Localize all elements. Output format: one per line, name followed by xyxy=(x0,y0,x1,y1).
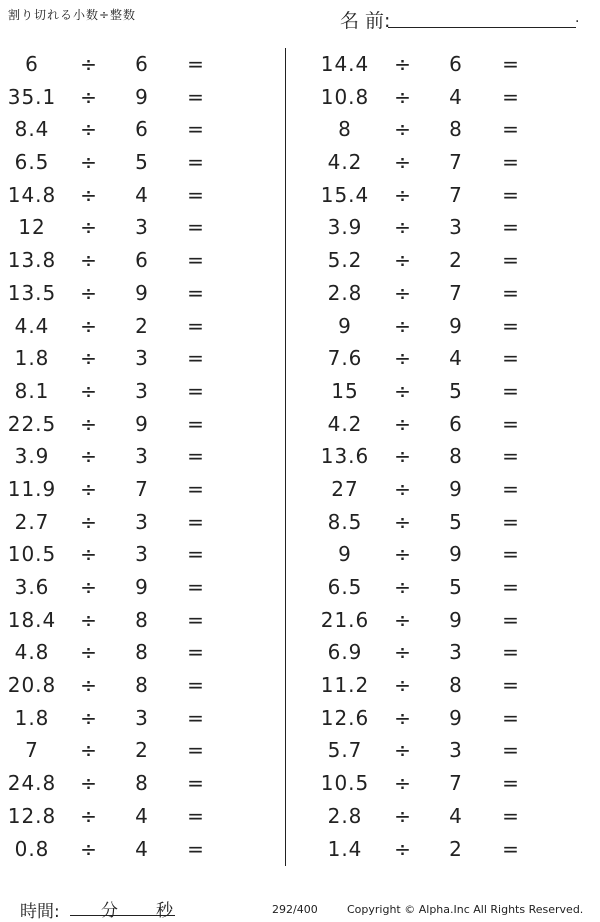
divisor: 3 xyxy=(449,738,463,763)
divisor: 9 xyxy=(449,313,463,338)
divide-sign: ÷ xyxy=(80,346,98,371)
dividend: 4.2 xyxy=(327,411,363,436)
dividend: 10.8 xyxy=(320,84,370,109)
equals-sign: = xyxy=(502,771,520,796)
equals-sign: = xyxy=(502,84,520,109)
problem-row xyxy=(300,146,560,179)
problem-row xyxy=(300,800,560,833)
problem-row xyxy=(300,506,560,539)
equals-sign: = xyxy=(187,509,205,534)
problem-row xyxy=(0,375,260,408)
equals-sign: = xyxy=(187,575,205,599)
equals-sign: = xyxy=(187,771,205,796)
divisor: 3 xyxy=(135,705,149,730)
divide-sign: ÷ xyxy=(80,280,98,305)
divisor: 6 xyxy=(449,52,463,76)
problem-row xyxy=(0,440,260,473)
problem-row xyxy=(300,636,560,669)
page-number: 292/400 xyxy=(272,903,318,916)
problem-row xyxy=(300,833,560,866)
equals-sign: = xyxy=(187,215,205,240)
divide-sign: ÷ xyxy=(394,476,412,501)
problem-row xyxy=(300,440,560,473)
dividend: 10.5 xyxy=(320,771,370,796)
divide-sign: ÷ xyxy=(394,640,412,665)
divide-sign: ÷ xyxy=(394,117,412,142)
equals-sign: = xyxy=(502,150,520,175)
divide-sign: ÷ xyxy=(80,215,98,240)
problem-row xyxy=(0,179,260,212)
divide-sign: ÷ xyxy=(394,607,412,632)
equals-sign: = xyxy=(187,542,205,567)
divide-sign: ÷ xyxy=(80,313,98,338)
problem-row xyxy=(300,81,560,114)
divisor: 8 xyxy=(135,771,149,796)
dividend: 8.5 xyxy=(327,509,363,534)
divide-sign: ÷ xyxy=(80,150,98,175)
minutes-label: 分 xyxy=(101,901,118,921)
equals-sign: = xyxy=(187,313,205,338)
divisor: 5 xyxy=(449,378,463,403)
divisor: 9 xyxy=(135,280,149,305)
column-divider xyxy=(285,48,286,866)
divisor: 9 xyxy=(449,607,463,632)
equals-sign: = xyxy=(502,836,520,861)
divisor: 4 xyxy=(135,836,149,861)
divide-sign: ÷ xyxy=(394,771,412,796)
divisor: 6 xyxy=(135,117,149,142)
problem-row xyxy=(300,310,560,343)
equals-sign: = xyxy=(502,607,520,632)
dividend: 35.1 xyxy=(7,84,57,109)
equals-sign: = xyxy=(187,248,205,273)
divisor: 5 xyxy=(449,575,463,599)
problem-row xyxy=(0,113,260,146)
divide-sign: ÷ xyxy=(394,248,412,273)
problem-row xyxy=(0,604,260,637)
divide-sign: ÷ xyxy=(394,738,412,763)
divide-sign: ÷ xyxy=(80,705,98,730)
divisor: 8 xyxy=(449,673,463,698)
problem-row xyxy=(0,800,260,833)
divide-sign: ÷ xyxy=(394,378,412,403)
dividend: 4.2 xyxy=(327,150,363,175)
equals-sign: = xyxy=(187,836,205,861)
divide-sign: ÷ xyxy=(394,84,412,109)
equals-sign: = xyxy=(502,803,520,828)
dividend: 21.6 xyxy=(320,607,370,632)
dividend: 20.8 xyxy=(7,673,57,698)
divisor: 7 xyxy=(449,182,463,207)
divide-sign: ÷ xyxy=(80,444,98,469)
divisor: 3 xyxy=(135,378,149,403)
equals-sign: = xyxy=(187,346,205,371)
problem-row xyxy=(0,833,260,866)
divisor: 9 xyxy=(449,542,463,567)
equals-sign: = xyxy=(502,117,520,142)
dividend: 9 xyxy=(338,313,352,338)
divide-sign: ÷ xyxy=(80,640,98,665)
problem-row xyxy=(0,571,260,604)
divide-sign: ÷ xyxy=(80,673,98,698)
equals-sign: = xyxy=(187,607,205,632)
dividend: 5.2 xyxy=(327,248,363,273)
divisor: 3 xyxy=(135,346,149,371)
equals-sign: = xyxy=(187,378,205,403)
problem-row xyxy=(300,244,560,277)
divisor: 2 xyxy=(135,738,149,763)
problem-row xyxy=(300,571,560,604)
dividend: 1.8 xyxy=(14,705,50,730)
name-dot: . xyxy=(575,10,580,26)
dividend: 14.8 xyxy=(7,182,57,207)
equals-sign: = xyxy=(502,476,520,501)
dividend: 3.9 xyxy=(327,215,363,240)
seconds-label: 秒 xyxy=(156,901,173,921)
dividend: 8 xyxy=(338,117,352,142)
equals-sign: = xyxy=(502,705,520,730)
divide-sign: ÷ xyxy=(394,280,412,305)
problem-row xyxy=(300,473,560,506)
problem-row xyxy=(0,538,260,571)
dividend: 13.5 xyxy=(7,280,57,305)
dividend: 6.5 xyxy=(14,150,50,175)
divisor: 4 xyxy=(449,346,463,371)
dividend: 24.8 xyxy=(7,771,57,796)
problem-row xyxy=(0,734,260,767)
equals-sign: = xyxy=(187,150,205,175)
dividend: 14.4 xyxy=(320,52,370,76)
problem-row xyxy=(0,244,260,277)
problem-row xyxy=(0,506,260,539)
problem-row xyxy=(300,604,560,637)
dividend: 7 xyxy=(25,738,39,763)
dividend: 15.4 xyxy=(320,182,370,207)
divide-sign: ÷ xyxy=(80,378,98,403)
divide-sign: ÷ xyxy=(394,836,412,861)
equals-sign: = xyxy=(187,52,205,76)
equals-sign: = xyxy=(187,673,205,698)
problem-row xyxy=(0,211,260,244)
equals-sign: = xyxy=(502,280,520,305)
divisor: 2 xyxy=(449,248,463,273)
divide-sign: ÷ xyxy=(394,705,412,730)
divide-sign: ÷ xyxy=(80,182,98,207)
divide-sign: ÷ xyxy=(394,346,412,371)
dividend: 3.9 xyxy=(14,444,50,469)
divide-sign: ÷ xyxy=(394,52,412,76)
divisor: 7 xyxy=(449,280,463,305)
divisor: 7 xyxy=(449,771,463,796)
divisor: 9 xyxy=(135,575,149,599)
divisor: 3 xyxy=(449,640,463,665)
divide-sign: ÷ xyxy=(394,509,412,534)
divisor: 7 xyxy=(449,150,463,175)
problems-left-column xyxy=(0,48,260,865)
dividend: 1.8 xyxy=(14,346,50,371)
divide-sign: ÷ xyxy=(394,215,412,240)
divisor: 8 xyxy=(135,640,149,665)
divide-sign: ÷ xyxy=(394,803,412,828)
divisor: 7 xyxy=(135,476,149,501)
equals-sign: = xyxy=(502,444,520,469)
problem-row xyxy=(0,702,260,735)
dividend: 11.2 xyxy=(320,673,370,698)
problem-row xyxy=(300,375,560,408)
name-field-line xyxy=(388,27,576,28)
problem-row xyxy=(300,767,560,800)
equals-sign: = xyxy=(187,705,205,730)
problem-row xyxy=(0,408,260,441)
divide-sign: ÷ xyxy=(80,52,98,76)
name-label: 名 前: xyxy=(340,10,391,32)
dividend: 13.8 xyxy=(7,248,57,273)
divisor: 9 xyxy=(449,476,463,501)
dividend: 22.5 xyxy=(7,411,57,436)
problem-row xyxy=(300,113,560,146)
problem-row xyxy=(0,48,260,81)
divisor: 3 xyxy=(135,215,149,240)
problem-row xyxy=(300,538,560,571)
divide-sign: ÷ xyxy=(80,117,98,142)
divisor: 3 xyxy=(449,215,463,240)
divide-sign: ÷ xyxy=(80,803,98,828)
problems-right-column xyxy=(300,48,560,865)
dividend: 6.5 xyxy=(327,575,363,599)
divisor: 9 xyxy=(135,84,149,109)
equals-sign: = xyxy=(187,476,205,501)
dividend: 8.1 xyxy=(14,378,50,403)
problem-row xyxy=(300,211,560,244)
dividend: 4.4 xyxy=(14,313,50,338)
dividend: 11.9 xyxy=(7,476,57,501)
divisor: 5 xyxy=(135,150,149,175)
problem-row xyxy=(300,669,560,702)
divisor: 6 xyxy=(135,52,149,76)
equals-sign: = xyxy=(187,84,205,109)
problem-row xyxy=(0,146,260,179)
divide-sign: ÷ xyxy=(394,444,412,469)
time-label: 時間: xyxy=(20,902,60,922)
dividend: 3.6 xyxy=(14,575,50,599)
divide-sign: ÷ xyxy=(80,738,98,763)
divisor: 4 xyxy=(135,182,149,207)
divisor: 2 xyxy=(449,836,463,861)
divide-sign: ÷ xyxy=(394,542,412,567)
dividend: 4.8 xyxy=(14,640,50,665)
copyright-notice: Copyright © Alpha.Inc All Rights Reserved. xyxy=(347,903,584,916)
dividend: 12 xyxy=(18,215,46,240)
worksheet-title: 割り切れる小数÷整数 xyxy=(8,8,137,22)
divisor: 8 xyxy=(135,673,149,698)
equals-sign: = xyxy=(502,542,520,567)
divide-sign: ÷ xyxy=(80,476,98,501)
problem-row xyxy=(300,277,560,310)
problem-row xyxy=(300,408,560,441)
divisor: 9 xyxy=(449,705,463,730)
dividend: 9 xyxy=(338,542,352,567)
problem-row xyxy=(0,342,260,375)
divide-sign: ÷ xyxy=(394,575,412,599)
equals-sign: = xyxy=(502,378,520,403)
problem-row xyxy=(0,636,260,669)
problem-row xyxy=(300,734,560,767)
divide-sign: ÷ xyxy=(80,542,98,567)
divisor: 4 xyxy=(449,803,463,828)
problem-row xyxy=(300,342,560,375)
divisor: 5 xyxy=(449,509,463,534)
equals-sign: = xyxy=(187,117,205,142)
dividend: 2.8 xyxy=(327,280,363,305)
divisor: 3 xyxy=(135,444,149,469)
divide-sign: ÷ xyxy=(80,84,98,109)
equals-sign: = xyxy=(502,575,520,599)
divide-sign: ÷ xyxy=(80,248,98,273)
problem-row xyxy=(0,767,260,800)
divisor: 8 xyxy=(135,607,149,632)
divisor: 6 xyxy=(135,248,149,273)
problem-row xyxy=(0,473,260,506)
divisor: 8 xyxy=(449,444,463,469)
dividend: 10.5 xyxy=(7,542,57,567)
equals-sign: = xyxy=(502,411,520,436)
equals-sign: = xyxy=(502,640,520,665)
equals-sign: = xyxy=(187,640,205,665)
divisor: 4 xyxy=(449,84,463,109)
divisor: 6 xyxy=(449,411,463,436)
divide-sign: ÷ xyxy=(394,182,412,207)
divisor: 3 xyxy=(135,509,149,534)
equals-sign: = xyxy=(187,182,205,207)
dividend: 18.4 xyxy=(7,607,57,632)
dividend: 1.4 xyxy=(327,836,363,861)
dividend: 13.6 xyxy=(320,444,370,469)
divide-sign: ÷ xyxy=(394,150,412,175)
dividend: 6 xyxy=(25,52,39,76)
problem-row xyxy=(0,81,260,114)
equals-sign: = xyxy=(187,280,205,305)
dividend: 15 xyxy=(331,378,359,403)
dividend: 8.4 xyxy=(14,117,50,142)
divide-sign: ÷ xyxy=(80,607,98,632)
dividend: 2.7 xyxy=(14,509,50,534)
problem-row xyxy=(300,702,560,735)
equals-sign: = xyxy=(502,738,520,763)
equals-sign: = xyxy=(187,444,205,469)
dividend: 7.6 xyxy=(327,346,363,371)
divide-sign: ÷ xyxy=(80,575,98,599)
equals-sign: = xyxy=(187,738,205,763)
divisor: 3 xyxy=(135,542,149,567)
equals-sign: = xyxy=(187,411,205,436)
problem-row xyxy=(0,310,260,343)
divisor: 9 xyxy=(135,411,149,436)
equals-sign: = xyxy=(187,803,205,828)
dividend: 12.8 xyxy=(7,803,57,828)
divide-sign: ÷ xyxy=(80,771,98,796)
equals-sign: = xyxy=(502,673,520,698)
dividend: 5.7 xyxy=(327,738,363,763)
equals-sign: = xyxy=(502,346,520,371)
divide-sign: ÷ xyxy=(394,411,412,436)
divide-sign: ÷ xyxy=(394,313,412,338)
equals-sign: = xyxy=(502,52,520,76)
divide-sign: ÷ xyxy=(394,673,412,698)
divide-sign: ÷ xyxy=(80,509,98,534)
equals-sign: = xyxy=(502,182,520,207)
divide-sign: ÷ xyxy=(80,411,98,436)
problem-row xyxy=(0,669,260,702)
dividend: 6.9 xyxy=(327,640,363,665)
equals-sign: = xyxy=(502,313,520,338)
equals-sign: = xyxy=(502,215,520,240)
dividend: 2.8 xyxy=(327,803,363,828)
problem-row xyxy=(300,179,560,212)
equals-sign: = xyxy=(502,509,520,534)
divide-sign: ÷ xyxy=(80,836,98,861)
divisor: 8 xyxy=(449,117,463,142)
problem-row xyxy=(300,48,560,81)
problem-row xyxy=(0,277,260,310)
equals-sign: = xyxy=(502,248,520,273)
dividend: 0.8 xyxy=(14,836,50,861)
divisor: 2 xyxy=(135,313,149,338)
dividend: 27 xyxy=(331,476,359,501)
divisor: 4 xyxy=(135,803,149,828)
dividend: 12.6 xyxy=(320,705,370,730)
